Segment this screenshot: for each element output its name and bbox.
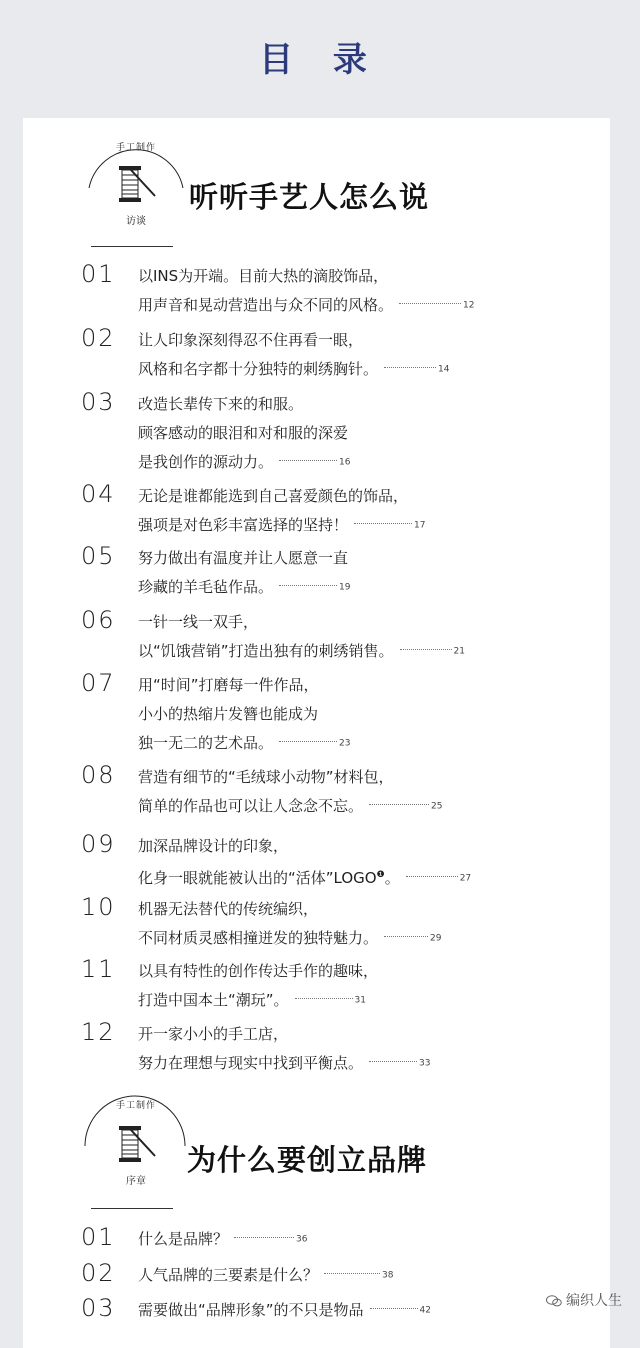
dot-leader: [279, 460, 337, 461]
entry-line: 需要做出“品牌形象”的不只是物品: [138, 1301, 364, 1319]
entry-line: 简单的作品也可以让人念念不忘。: [138, 797, 364, 815]
page-number: 12: [463, 300, 475, 311]
entry-number: 01: [81, 260, 116, 288]
dot-leader: [279, 741, 337, 742]
watermark-text: 编织人生: [566, 1293, 622, 1309]
dot-leader: [370, 1308, 418, 1309]
entry-line: 不同材质灵感相撞迸发的独特魅力。: [138, 929, 379, 947]
badge-label: 手工制作: [115, 1101, 156, 1111]
entry-line: 打造中国本土“潮玩”。: [138, 991, 289, 1009]
entry-line: 化身一眼就能被认出的“活体”LOGO: [138, 869, 377, 887]
entry-line: 营造有细节的“毛绒球小动物”材料包，: [138, 768, 394, 786]
entry-number: 01: [81, 1223, 116, 1251]
dot-leader: [384, 367, 436, 368]
page-number: 38: [382, 1270, 394, 1281]
dot-leader: [354, 523, 412, 524]
page-number: 23: [339, 738, 351, 749]
entry-number: 10: [81, 893, 116, 921]
entry-line: 努力在理想与现实中找到平衡点。: [138, 1054, 364, 1072]
entry-line: 珍藏的羊毛毡作品。: [138, 578, 274, 596]
dot-leader: [369, 1061, 417, 1062]
badge-label: 手工制作: [115, 143, 156, 153]
page-number: 17: [414, 520, 426, 531]
dot-leader: [234, 1237, 294, 1238]
entry-line: 小小的热缩片发簪也能成为: [138, 705, 319, 723]
badge-subtitle: 访谈: [126, 216, 146, 227]
entry-number: 06: [81, 606, 116, 634]
entry-line: 独一无二的艺术品。: [138, 734, 274, 752]
entry-number: 07: [81, 669, 116, 697]
page-number: 31: [354, 995, 366, 1006]
entry-line: 用声音和晃动营造出与众不同的风格。: [138, 296, 394, 314]
section-badge: [81, 130, 191, 240]
entry-line: 以“饥饿营销”打造出独有的刺绣销售。: [138, 642, 394, 660]
page-number: 19: [339, 582, 351, 593]
entry-number: 04: [81, 480, 116, 508]
page-number: 42: [419, 1305, 431, 1316]
entry-line: 以INS为开端。目前大热的滴胶饰品，: [138, 267, 389, 285]
entry-number: 03: [81, 1294, 116, 1322]
page-number: 33: [419, 1058, 431, 1069]
section-badge: [81, 1090, 191, 1200]
dot-leader: [369, 804, 429, 805]
entry-number: 02: [81, 324, 116, 352]
entry-line: 。: [384, 869, 400, 887]
entry-line: 人气品牌的三要素是什么？: [138, 1266, 319, 1284]
entry-line: 用“时间”打磨每一件作品，: [138, 676, 319, 694]
page-number: 16: [339, 457, 351, 468]
entry-line: 一针一线一双手，: [138, 613, 259, 631]
entry-line: 开一家小小的手工店，: [138, 1025, 289, 1043]
entry-line: 是我创作的源动力。: [138, 453, 274, 471]
entry-line: 改造长辈传下来的和服。: [138, 395, 304, 413]
watermark: [546, 1290, 622, 1310]
entry-line: 风格和名字都十分独特的刺绣胸针。: [138, 360, 379, 378]
page-number: 14: [438, 364, 450, 375]
entry-number: 08: [81, 761, 116, 789]
footnote-marker: ❶: [376, 870, 385, 880]
entry-line: 强项是对色彩丰富选择的坚持！: [138, 516, 349, 534]
dot-leader: [279, 585, 337, 586]
entry-line: 顾客感动的眼泪和对和服的深爱: [138, 424, 349, 442]
entry-number: 12: [81, 1018, 116, 1046]
dot-leader: [406, 876, 458, 877]
page-number: 21: [453, 646, 465, 657]
dot-leader: [324, 1273, 380, 1274]
section-rule: [91, 246, 173, 247]
wechat-icon: [546, 1295, 562, 1307]
entry-number: 02: [81, 1259, 116, 1287]
page-number: 25: [431, 801, 443, 812]
page-number: 29: [430, 933, 442, 944]
entry-number: 09: [81, 830, 116, 858]
entry-number: 05: [81, 542, 116, 570]
page-number: 36: [296, 1234, 308, 1245]
badge-subtitle: 序章: [126, 1176, 146, 1187]
entry-line: 努力做出有温度并让人愿意一直: [138, 549, 349, 567]
page-number: 27: [459, 873, 472, 884]
dot-leader: [384, 936, 428, 937]
toc-card: [23, 118, 610, 1348]
dot-leader: [400, 649, 452, 650]
entry-line: 无论是谁都能选到自己喜爱颜色的饰品，: [138, 487, 409, 505]
entry-line: 机器无法替代的传统编织，: [138, 900, 319, 918]
entry-line: 让人印象深刻得忍不住再看一眼，: [138, 331, 364, 349]
entry-line: 什么是品牌？: [138, 1230, 229, 1248]
page-title: 目 录: [259, 40, 381, 80]
dot-leader: [399, 303, 461, 304]
dot-leader: [295, 998, 353, 999]
section-title: 为什么要创立品牌: [187, 1143, 428, 1177]
section-title: 听听手艺人怎么说: [189, 180, 430, 214]
section-rule: [91, 1208, 173, 1209]
entry-number: 11: [81, 955, 116, 983]
entry-number: 03: [81, 388, 116, 416]
entry-line: 以具有特性的创作传达手作的趣味，: [138, 962, 379, 980]
entry-line: 加深品牌设计的印象，: [138, 837, 289, 855]
